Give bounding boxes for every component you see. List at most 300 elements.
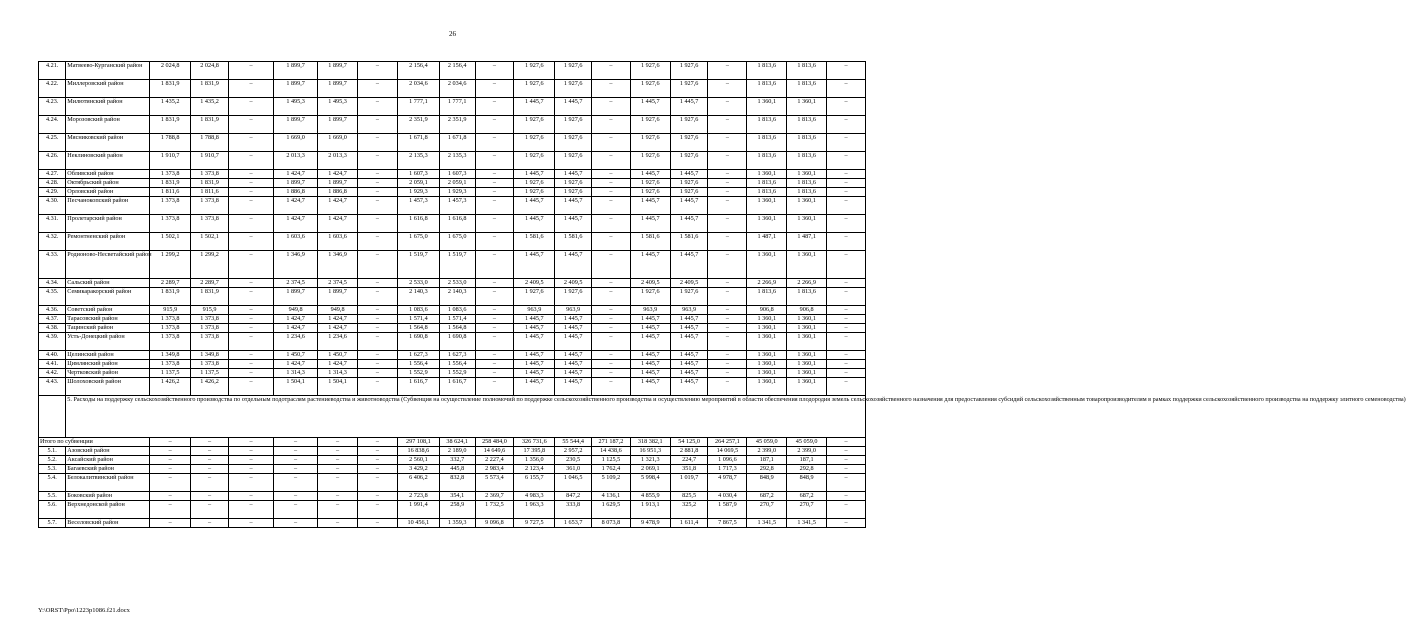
value-cell: – <box>228 62 273 80</box>
value-cell: – <box>150 519 191 528</box>
value-cell: 1 373,8 <box>150 170 191 179</box>
section-title-row <box>39 396 866 438</box>
value-cell: 1 813,6 <box>787 62 827 80</box>
value-cell: – <box>475 233 514 251</box>
value-cell: – <box>358 324 398 333</box>
value-cell: 1 813,6 <box>787 80 827 98</box>
value-cell: 2 351,9 <box>439 116 475 134</box>
value-cell: – <box>228 465 273 474</box>
value-cell: 332,7 <box>439 456 475 465</box>
value-cell: 1 762,4 <box>592 465 631 474</box>
value-cell: – <box>827 197 866 215</box>
value-cell: 1 445,7 <box>630 251 670 279</box>
value-cell: 1 445,7 <box>555 315 592 324</box>
value-cell: 1 424,7 <box>274 324 318 333</box>
value-cell: 1 445,7 <box>670 324 708 333</box>
value-cell: – <box>228 98 273 116</box>
row-number: 4.23. <box>39 98 66 116</box>
value-cell: 1 777,1 <box>397 98 439 116</box>
value-cell: – <box>827 116 866 134</box>
value-cell: 3 429,2 <box>397 465 439 474</box>
row-number: 4.43. <box>39 378 66 396</box>
value-cell: – <box>827 80 866 98</box>
value-cell: 1 445,7 <box>555 360 592 369</box>
value-cell: – <box>827 215 866 233</box>
value-cell: – <box>228 324 273 333</box>
value-cell: 1 096,6 <box>708 456 747 465</box>
value-cell: 1 675,0 <box>439 233 475 251</box>
value-cell: 16 951,3 <box>630 447 670 456</box>
district-name: Багаевский район <box>66 465 150 474</box>
value-cell: 326 731,6 <box>514 438 555 447</box>
value-cell: 258 484,0 <box>475 438 514 447</box>
value-cell: 187,1 <box>787 456 827 465</box>
value-cell: 847,2 <box>555 492 592 501</box>
value-cell: 1 927,6 <box>514 80 555 98</box>
value-cell: – <box>475 188 514 197</box>
value-cell: 2 227,4 <box>475 456 514 465</box>
value-cell: 1 356,0 <box>514 456 555 465</box>
value-cell: 1 732,5 <box>475 501 514 519</box>
value-cell: – <box>358 438 398 447</box>
value-cell: 1 811,6 <box>150 188 191 197</box>
value-cell: 1 373,8 <box>191 324 229 333</box>
value-cell: 1 927,6 <box>670 188 708 197</box>
row-number: 5.4. <box>39 474 66 492</box>
value-cell: 963,9 <box>670 306 708 315</box>
row-number: 4.28. <box>39 179 66 188</box>
value-cell: 1 445,7 <box>514 333 555 351</box>
value-cell: 318 382,1 <box>630 438 670 447</box>
row-number: 4.40. <box>39 351 66 360</box>
value-cell: 1 671,8 <box>439 134 475 152</box>
value-cell: – <box>827 333 866 351</box>
value-cell: – <box>475 369 514 378</box>
value-cell: 1 445,7 <box>670 197 708 215</box>
table-row <box>39 288 866 306</box>
value-cell: 1 445,7 <box>670 333 708 351</box>
district-name: Орловский район <box>66 188 150 197</box>
value-cell: 1 445,7 <box>555 351 592 360</box>
value-cell: 1 607,3 <box>397 170 439 179</box>
value-cell: – <box>358 315 398 324</box>
value-cell: – <box>708 360 747 369</box>
value-cell: – <box>475 251 514 279</box>
value-cell: 1 424,7 <box>318 360 358 369</box>
row-number: 4.32. <box>39 233 66 251</box>
value-cell: 1 360,1 <box>747 351 787 360</box>
value-cell: 1 445,7 <box>670 360 708 369</box>
value-cell: 1 899,7 <box>318 62 358 80</box>
value-cell: – <box>358 179 398 188</box>
value-cell: 1 927,6 <box>630 152 670 170</box>
value-cell: 1 424,7 <box>318 215 358 233</box>
value-cell: 2 409,5 <box>555 279 592 288</box>
value-cell: 1 424,7 <box>274 360 318 369</box>
value-cell: – <box>475 80 514 98</box>
value-cell: – <box>827 456 866 465</box>
value-cell: 1 445,7 <box>670 351 708 360</box>
value-cell: 351,8 <box>670 465 708 474</box>
value-cell: 258,9 <box>439 501 475 519</box>
district-name: Сальский район <box>66 279 150 288</box>
value-cell: – <box>827 279 866 288</box>
value-cell: – <box>228 474 273 492</box>
value-cell: – <box>228 179 273 188</box>
value-cell: 1 813,6 <box>787 116 827 134</box>
value-cell: 2 560,1 <box>397 456 439 465</box>
value-cell: 1 445,7 <box>514 251 555 279</box>
value-cell: – <box>358 233 398 251</box>
value-cell: – <box>358 360 398 369</box>
value-cell: 1 445,7 <box>670 215 708 233</box>
value-cell: 2 069,1 <box>630 465 670 474</box>
value-cell: 1 373,8 <box>150 333 191 351</box>
value-cell: 1 360,1 <box>747 98 787 116</box>
value-cell: 1 360,1 <box>747 378 787 396</box>
value-cell: 1 445,7 <box>514 360 555 369</box>
value-cell: 1 445,7 <box>514 351 555 360</box>
value-cell: – <box>592 333 631 351</box>
value-cell: 1 813,6 <box>747 188 787 197</box>
value-cell: – <box>358 519 398 528</box>
value-cell: – <box>318 501 358 519</box>
table-row <box>39 519 866 528</box>
value-cell: – <box>592 197 631 215</box>
district-name: Тацинский район <box>66 324 150 333</box>
value-cell: 1 899,7 <box>274 179 318 188</box>
value-cell: – <box>592 134 631 152</box>
value-cell: 1 813,6 <box>787 152 827 170</box>
value-cell: – <box>150 474 191 492</box>
value-cell: – <box>827 324 866 333</box>
row-number: 4.21. <box>39 62 66 80</box>
value-cell: 1 373,8 <box>191 170 229 179</box>
value-cell: – <box>358 465 398 474</box>
district-name: Семикаракорский район <box>66 288 150 306</box>
table-row <box>39 447 866 456</box>
value-cell: 2 374,5 <box>274 279 318 288</box>
value-cell: – <box>827 288 866 306</box>
value-cell: 1 690,8 <box>439 333 475 351</box>
value-cell: 2 013,3 <box>318 152 358 170</box>
table-row <box>39 465 866 474</box>
value-cell: 1 581,6 <box>670 233 708 251</box>
value-cell: – <box>708 188 747 197</box>
value-cell: 1 717,3 <box>708 465 747 474</box>
value-cell: 1 571,4 <box>439 315 475 324</box>
value-cell: – <box>592 62 631 80</box>
district-name: Обливский район <box>66 170 150 179</box>
row-number: 4.30. <box>39 197 66 215</box>
value-cell: 1 083,6 <box>439 306 475 315</box>
district-name: Советский район <box>66 306 150 315</box>
value-cell: 54 125,0 <box>670 438 708 447</box>
value-cell: – <box>228 333 273 351</box>
district-name: Цимлянский район <box>66 360 150 369</box>
value-cell: 1 083,6 <box>397 306 439 315</box>
value-cell: 1 813,6 <box>747 62 787 80</box>
value-cell: – <box>475 279 514 288</box>
value-cell: 2 289,7 <box>150 279 191 288</box>
table-row <box>39 492 866 501</box>
value-cell: 825,5 <box>670 492 708 501</box>
value-cell: – <box>827 170 866 179</box>
value-cell: – <box>191 465 229 474</box>
table-row <box>39 170 866 179</box>
table-row <box>39 333 866 351</box>
district-name: Азовский район <box>66 447 150 456</box>
value-cell: 1 445,7 <box>555 251 592 279</box>
value-cell: 1 360,1 <box>787 360 827 369</box>
value-cell: 963,9 <box>514 306 555 315</box>
value-cell: 1 373,8 <box>150 324 191 333</box>
value-cell: 4 030,4 <box>708 492 747 501</box>
table-row <box>39 251 866 279</box>
value-cell: 1 910,7 <box>150 152 191 170</box>
value-cell: 270,7 <box>747 501 787 519</box>
value-cell: 848,9 <box>747 474 787 492</box>
value-cell: 1 899,7 <box>274 80 318 98</box>
value-cell: 915,9 <box>191 306 229 315</box>
row-number: 5.5. <box>39 492 66 501</box>
value-cell: 1 445,7 <box>555 333 592 351</box>
value-cell: – <box>827 378 866 396</box>
value-cell: 1 899,7 <box>274 288 318 306</box>
value-cell: 1 813,6 <box>787 134 827 152</box>
value-cell: – <box>708 170 747 179</box>
value-cell: 1 137,5 <box>150 369 191 378</box>
value-cell: – <box>592 233 631 251</box>
value-cell: 1 360,1 <box>787 324 827 333</box>
value-cell: 1 581,6 <box>555 233 592 251</box>
value-cell: – <box>228 152 273 170</box>
value-cell: 1 813,6 <box>787 188 827 197</box>
value-cell: – <box>708 333 747 351</box>
value-cell: – <box>228 447 273 456</box>
value-cell: 1 831,9 <box>150 288 191 306</box>
table-row <box>39 360 866 369</box>
value-cell: – <box>228 519 273 528</box>
value-cell: – <box>708 324 747 333</box>
value-cell: – <box>827 134 866 152</box>
value-cell: – <box>827 519 866 528</box>
value-cell: – <box>358 447 398 456</box>
value-cell: – <box>358 306 398 315</box>
value-cell: 1 360,1 <box>747 197 787 215</box>
value-cell: – <box>708 251 747 279</box>
value-cell: 1 445,7 <box>630 333 670 351</box>
value-cell: – <box>592 179 631 188</box>
value-cell: 55 544,4 <box>555 438 592 447</box>
value-cell: 1 927,6 <box>514 116 555 134</box>
value-cell: 1 445,7 <box>555 197 592 215</box>
value-cell: 2 135,3 <box>397 152 439 170</box>
value-cell: – <box>708 62 747 80</box>
value-cell: 45 059,0 <box>747 438 787 447</box>
value-cell: 1 504,1 <box>274 378 318 396</box>
value-cell: – <box>358 62 398 80</box>
district-name: Чертковский район <box>66 369 150 378</box>
value-cell: – <box>708 288 747 306</box>
district-name: Шолоховский район <box>66 378 150 396</box>
value-cell: – <box>228 351 273 360</box>
value-cell: 1 552,9 <box>439 369 475 378</box>
value-cell: 1 373,8 <box>150 215 191 233</box>
value-cell: 1 360,1 <box>787 333 827 351</box>
value-cell: 1 424,7 <box>274 215 318 233</box>
value-cell: – <box>827 351 866 360</box>
value-cell: 1 445,7 <box>630 360 670 369</box>
value-cell: – <box>708 134 747 152</box>
value-cell: 1 675,0 <box>397 233 439 251</box>
value-cell: 1 831,9 <box>191 179 229 188</box>
district-name: Аксайский район <box>66 456 150 465</box>
value-cell: 6 406,2 <box>397 474 439 492</box>
value-cell: 1 487,1 <box>787 233 827 251</box>
district-name: Белокалитвинский район <box>66 474 150 492</box>
value-cell: 2 140,3 <box>439 288 475 306</box>
value-cell: – <box>475 62 514 80</box>
value-cell: 1 445,7 <box>514 170 555 179</box>
value-cell: – <box>228 80 273 98</box>
row-number: 4.38. <box>39 324 66 333</box>
row-number: 4.35. <box>39 288 66 306</box>
district-name: Боковский район <box>66 492 150 501</box>
value-cell: – <box>827 98 866 116</box>
value-cell: 2 399,0 <box>787 447 827 456</box>
value-cell: 10 456,1 <box>397 519 439 528</box>
value-cell: 1 831,9 <box>150 80 191 98</box>
value-cell: – <box>358 80 398 98</box>
value-cell: 1 359,3 <box>439 519 475 528</box>
district-name: Тарасовский район <box>66 315 150 324</box>
district-name: Верхнедонской район <box>66 501 150 519</box>
value-cell: 1 616,8 <box>439 215 475 233</box>
table-row <box>39 215 866 233</box>
value-cell: – <box>475 351 514 360</box>
value-cell: – <box>150 456 191 465</box>
value-cell: 1 502,1 <box>150 233 191 251</box>
value-cell: 1 445,7 <box>630 378 670 396</box>
value-cell: 1 581,6 <box>630 233 670 251</box>
value-cell: 2 059,1 <box>439 179 475 188</box>
value-cell: – <box>827 188 866 197</box>
value-cell: 1 927,6 <box>555 179 592 188</box>
value-cell: 1 360,1 <box>747 215 787 233</box>
row-number: 4.37. <box>39 315 66 324</box>
value-cell: – <box>318 456 358 465</box>
value-cell: 2 156,4 <box>397 62 439 80</box>
value-cell: – <box>274 438 318 447</box>
value-cell: 1 669,0 <box>274 134 318 152</box>
value-cell: 906,8 <box>747 306 787 315</box>
value-cell: – <box>228 369 273 378</box>
value-cell: 1 927,6 <box>514 288 555 306</box>
value-cell: 1 360,1 <box>747 333 787 351</box>
value-cell: 1 627,3 <box>439 351 475 360</box>
value-cell: 1 813,6 <box>747 179 787 188</box>
value-cell: – <box>475 306 514 315</box>
value-cell: 1 899,7 <box>318 179 358 188</box>
value-cell: 1 899,7 <box>318 116 358 134</box>
value-cell: – <box>592 378 631 396</box>
value-cell: 1 450,7 <box>318 351 358 360</box>
value-cell: – <box>475 288 514 306</box>
value-cell: – <box>708 306 747 315</box>
value-cell: 2 024,8 <box>191 62 229 80</box>
value-cell: – <box>592 369 631 378</box>
value-cell: 1 373,8 <box>191 333 229 351</box>
value-cell: 14 438,6 <box>592 447 631 456</box>
value-cell: 1 564,8 <box>397 324 439 333</box>
value-cell: 1 611,4 <box>670 519 708 528</box>
value-cell: 1 571,4 <box>397 315 439 324</box>
value-cell: 1 445,7 <box>630 351 670 360</box>
value-cell: 1 360,1 <box>787 170 827 179</box>
value-cell: 1 552,9 <box>397 369 439 378</box>
value-cell: 1 556,4 <box>397 360 439 369</box>
table-row <box>39 62 866 80</box>
value-cell: 1 927,6 <box>514 152 555 170</box>
value-cell: 1 788,8 <box>191 134 229 152</box>
value-cell: – <box>358 116 398 134</box>
value-cell: 1 445,7 <box>514 324 555 333</box>
district-name: Песчанокопский район <box>66 197 150 215</box>
value-cell: – <box>708 378 747 396</box>
value-cell: 1 360,1 <box>787 215 827 233</box>
value-cell: 1 899,7 <box>274 116 318 134</box>
value-cell: 2 156,4 <box>439 62 475 80</box>
value-cell: – <box>358 456 398 465</box>
district-name: Мясниковский район <box>66 134 150 152</box>
value-cell: 1 445,7 <box>514 98 555 116</box>
value-cell: 1 445,7 <box>555 98 592 116</box>
value-cell: – <box>318 447 358 456</box>
value-cell: – <box>358 215 398 233</box>
value-cell: 949,8 <box>274 306 318 315</box>
value-cell: 1 445,7 <box>555 369 592 378</box>
district-name: Усть-Донецкий район <box>66 333 150 351</box>
value-cell: 1 603,6 <box>318 233 358 251</box>
value-cell: 1 607,3 <box>439 170 475 179</box>
value-cell: 14 069,5 <box>708 447 747 456</box>
value-cell: 1 927,6 <box>630 188 670 197</box>
value-cell: 1 360,1 <box>787 369 827 378</box>
table-row <box>39 197 866 215</box>
value-cell: 2 135,3 <box>439 152 475 170</box>
value-cell: – <box>358 188 398 197</box>
value-cell: 1 299,2 <box>150 251 191 279</box>
value-cell: 1 927,6 <box>555 116 592 134</box>
value-cell: – <box>358 279 398 288</box>
table-row <box>39 80 866 98</box>
value-cell: 264 257,1 <box>708 438 747 447</box>
value-cell: – <box>592 116 631 134</box>
value-cell: – <box>358 98 398 116</box>
value-cell: 1 616,8 <box>397 215 439 233</box>
value-cell: 1 927,6 <box>630 62 670 80</box>
value-cell: 1 424,7 <box>318 315 358 324</box>
table-row <box>39 378 866 396</box>
row-number: 5.6. <box>39 501 66 519</box>
table-row <box>39 351 866 360</box>
value-cell: 963,9 <box>630 306 670 315</box>
value-cell: 2 409,5 <box>630 279 670 288</box>
value-cell: – <box>318 474 358 492</box>
value-cell: 2 189,0 <box>439 447 475 456</box>
value-cell: 1 445,7 <box>630 315 670 324</box>
